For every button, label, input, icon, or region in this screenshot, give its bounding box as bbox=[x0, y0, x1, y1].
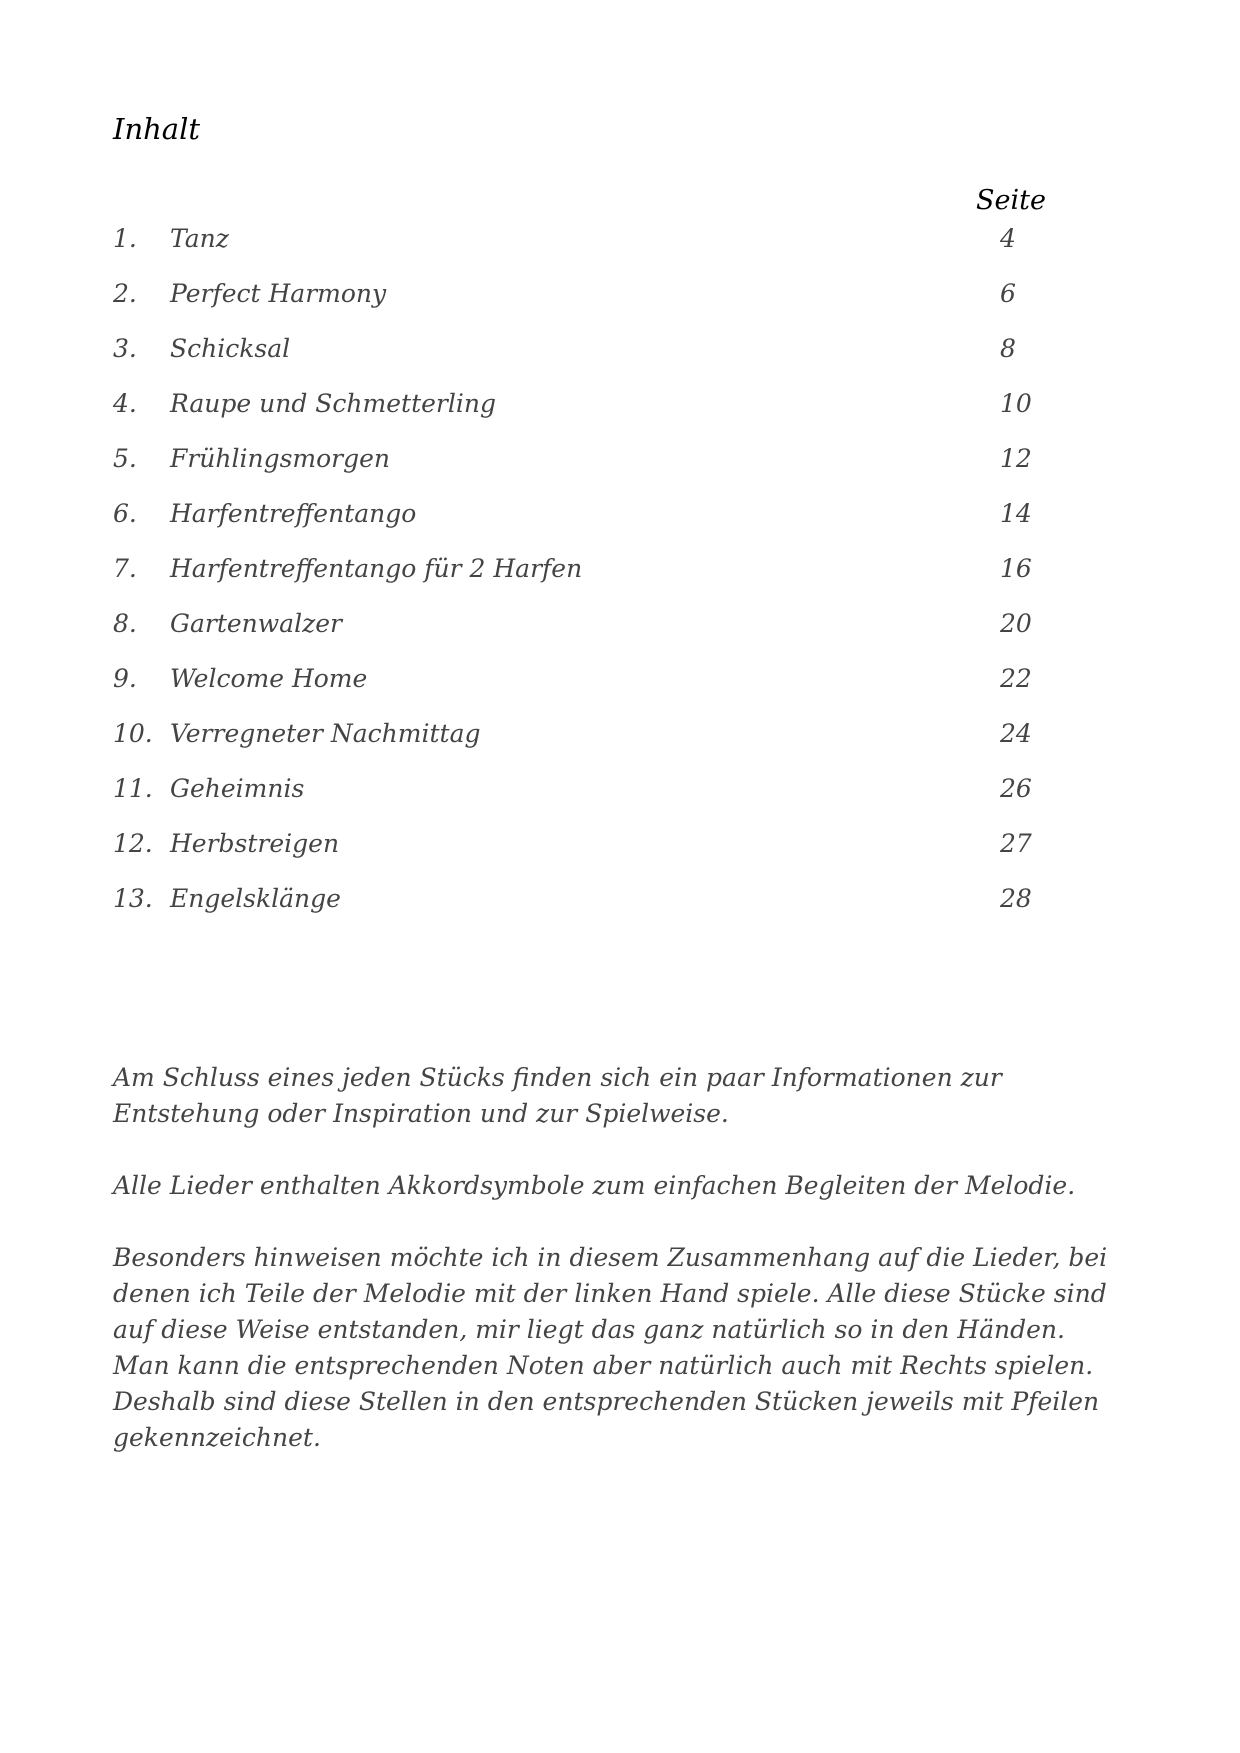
toc-entry-number: 6. bbox=[113, 499, 137, 528]
toc-entry-title: Harfentreffentango bbox=[170, 499, 417, 528]
toc-entry-page: 26 bbox=[1000, 774, 1032, 803]
toc-entry bbox=[113, 273, 1063, 328]
toc-entry-page: 12 bbox=[1000, 444, 1032, 473]
toc-entry-number: 10. bbox=[113, 719, 153, 748]
toc-entry-page: 27 bbox=[1000, 829, 1032, 858]
toc-entry-title: Tanz bbox=[170, 224, 229, 253]
note-paragraph: Alle Lieder enthalten Akkordsymbole zum einfachen Begleiten der Melodie. bbox=[113, 1171, 1076, 1200]
toc-entry-page: 8 bbox=[1000, 334, 1016, 363]
page-title: Inhalt bbox=[113, 112, 201, 146]
page-column-header: Seite bbox=[976, 185, 1046, 216]
note-paragraph: Am Schluss eines jeden Stücks finden sich ein paar Informationen zur Entstehung oder Inspiration und zur Spielweise. bbox=[113, 1063, 1002, 1128]
toc-entry-page: 24 bbox=[1000, 719, 1032, 748]
toc-entry-page: 20 bbox=[1000, 609, 1032, 638]
toc-entry bbox=[113, 658, 1063, 713]
toc-entry-page: 10 bbox=[1000, 389, 1032, 418]
toc-entry bbox=[113, 823, 1063, 878]
toc-entry-title: Raupe und Schmetterling bbox=[170, 389, 496, 418]
toc-entry bbox=[113, 328, 1063, 383]
toc-entry bbox=[113, 603, 1063, 658]
toc-entry-page: 28 bbox=[1000, 884, 1032, 913]
toc-entry-title: Frühlingsmorgen bbox=[170, 444, 391, 473]
toc-entry bbox=[113, 878, 1063, 933]
toc-entry-number: 11. bbox=[113, 774, 153, 803]
toc-entry bbox=[113, 218, 1063, 273]
table-of-contents bbox=[113, 218, 1063, 933]
toc-entry-title: Welcome Home bbox=[170, 664, 368, 693]
note-paragraph: Besonders hinweisen möchte ich in diesem Zusammenhang auf die Lieder, bei denen ich Teile der Melodie mit der linken Hand spiele. Alle diese Stücke sind auf diese Weise entstanden, mir liegt das ganz natürlich so in den Händen. Man kann die entsprechenden Noten aber natürlich auch mit Rechts spielen. Deshalb sind diese Stellen in den entsprechenden Stücken jeweils mit Pfeilen gekennzeichnet. bbox=[113, 1243, 1108, 1452]
toc-entry-title: Herbstreigen bbox=[170, 829, 340, 858]
toc-entry-number: 5. bbox=[113, 444, 137, 473]
toc-entry-page: 16 bbox=[1000, 554, 1032, 583]
toc-entry-number: 2. bbox=[113, 279, 137, 308]
toc-entry-page: 4 bbox=[1000, 224, 1016, 253]
toc-entry-title: Schicksal bbox=[170, 334, 291, 363]
toc-entry bbox=[113, 768, 1063, 823]
toc-entry-number: 8. bbox=[113, 609, 137, 638]
toc-entry-number: 7. bbox=[113, 554, 137, 583]
toc-entry bbox=[113, 383, 1063, 438]
toc-entry-page: 6 bbox=[1000, 279, 1016, 308]
toc-entry bbox=[113, 438, 1063, 493]
toc-entry-number: 9. bbox=[113, 664, 137, 693]
toc-entry-title: Geheimnis bbox=[170, 774, 305, 803]
toc-entry-title: Engelsklänge bbox=[170, 884, 341, 913]
toc-entry bbox=[113, 493, 1063, 548]
toc-entry-title: Verregneter Nachmittag bbox=[170, 719, 481, 748]
toc-entry bbox=[113, 713, 1063, 768]
toc-entry bbox=[113, 548, 1063, 603]
toc-entry-number: 1. bbox=[113, 224, 137, 253]
toc-entry-title: Harfentreffentango für 2 Harfen bbox=[170, 554, 583, 583]
toc-entry-title: Perfect Harmony bbox=[170, 279, 387, 308]
toc-entry-number: 4. bbox=[113, 389, 137, 418]
notes-section bbox=[113, 1060, 1123, 1492]
toc-entry-page: 14 bbox=[1000, 499, 1032, 528]
toc-entry-page: 22 bbox=[1000, 664, 1032, 693]
toc-entry-number: 3. bbox=[113, 334, 137, 363]
toc-entry-number: 12. bbox=[113, 829, 153, 858]
toc-entry-number: 13. bbox=[113, 884, 153, 913]
toc-entry-title: Gartenwalzer bbox=[170, 609, 342, 638]
